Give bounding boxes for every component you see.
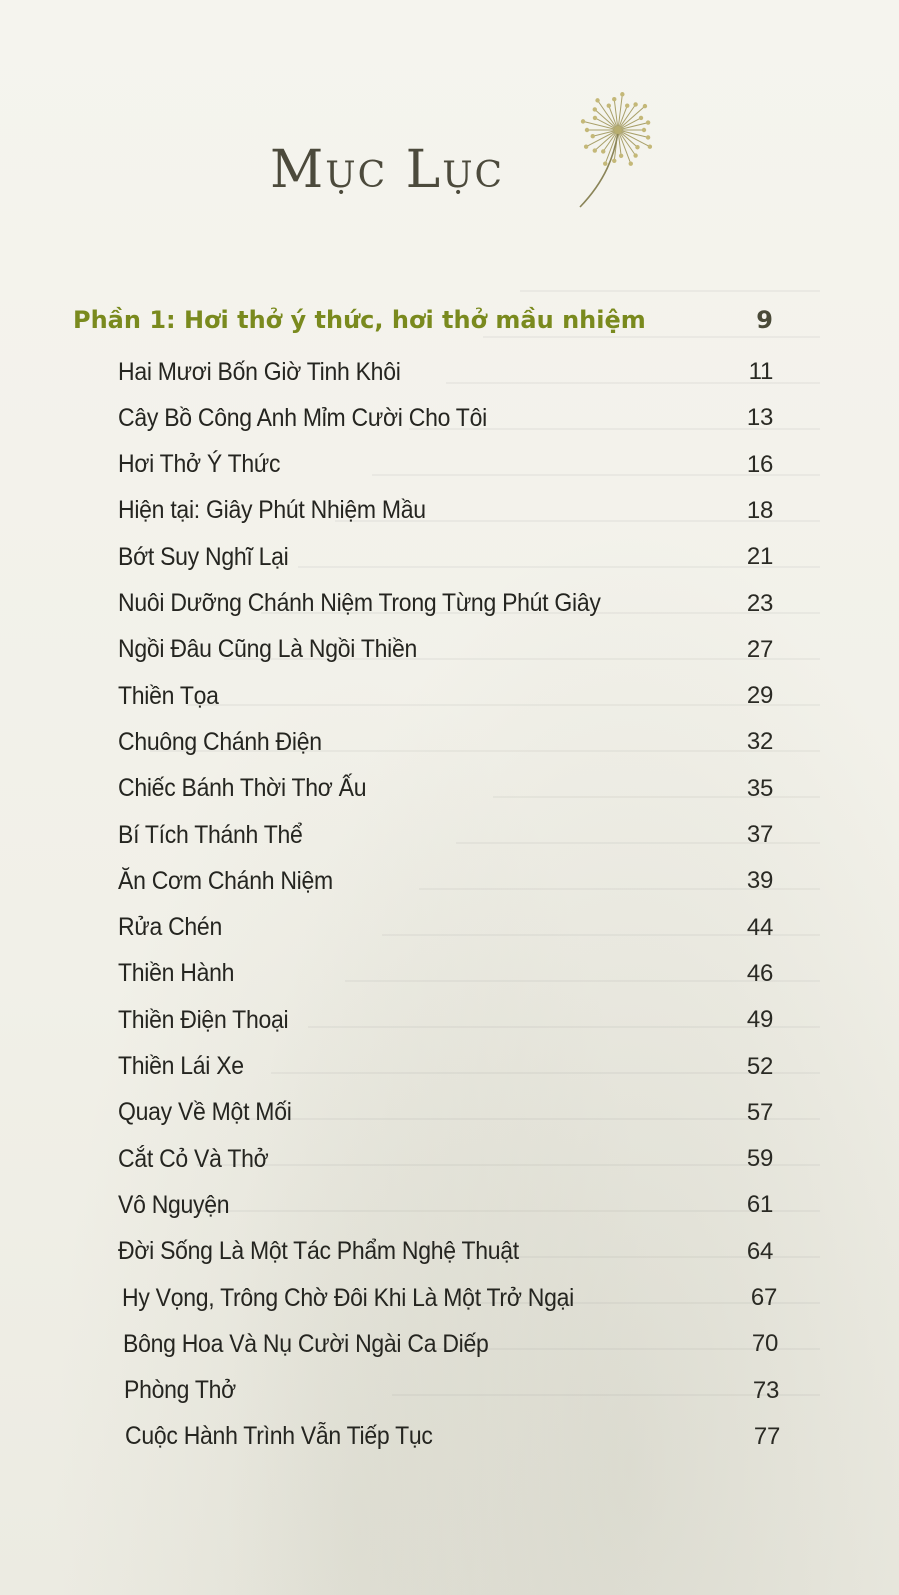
toc-entry-title: Hiện tại: Giây Phút Nhiệm Mầu: [118, 496, 426, 525]
toc-entry-title: Phòng Thở: [124, 1376, 236, 1405]
toc-entry-title: Cây Bồ Công Anh Mỉm Cười Cho Tôi: [118, 403, 487, 432]
toc-entry-title: Bớt Suy Nghĩ Lại: [118, 542, 289, 571]
toc-entry-page: 37: [746, 821, 773, 848]
toc-entry-page: 18: [746, 496, 773, 524]
toc-entry[interactable]: [118, 587, 773, 621]
toc-entry-title: Chiếc Bánh Thời Thơ Ấu: [118, 774, 367, 803]
part-heading-page: 9: [756, 306, 773, 334]
toc-entry-title: Ăn Cơm Chánh Niệm: [118, 866, 333, 895]
toc-entry[interactable]: [118, 818, 773, 852]
toc-entry-page: 27: [746, 635, 773, 663]
toc-entry-title: Hy Vọng, Trông Chờ Đôi Khi Là Một Trở Ngại: [122, 1283, 574, 1312]
toc-entry-page: 67: [750, 1284, 777, 1311]
toc-entry[interactable]: [118, 1096, 773, 1130]
toc-entry-title: Vô Nguyện: [118, 1190, 230, 1219]
toc-entry-page: 59: [746, 1145, 773, 1173]
toc-entry-page: 73: [752, 1376, 779, 1404]
toc-entry-page: 21: [746, 543, 773, 571]
toc-entry-title: Hai Mươi Bốn Giờ Tinh Khôi: [118, 357, 401, 386]
toc-entry-page: 46: [746, 959, 773, 987]
toc-entry-page: 64: [746, 1237, 773, 1265]
toc-entry-title: Thiền Điện Thoại: [118, 1005, 289, 1034]
toc-entry-page: 52: [746, 1052, 773, 1080]
toc-entry-page: 61: [746, 1191, 773, 1219]
toc-entry[interactable]: [118, 401, 773, 435]
toc-entry[interactable]: [124, 1374, 779, 1408]
toc-entry-title: Rửa Chén: [118, 913, 222, 942]
toc-entry[interactable]: [123, 1327, 778, 1361]
toc-entry[interactable]: [118, 540, 773, 574]
page-title: Mục Lục: [270, 140, 505, 200]
toc-entry-title: Thiền Tọa: [118, 681, 219, 710]
toc-entry-page: 77: [753, 1422, 780, 1450]
toc-entry-title: Quay Về Một Mối: [118, 1098, 292, 1127]
toc-entry[interactable]: [122, 1281, 777, 1315]
toc-entry-page: 70: [751, 1330, 778, 1358]
part-heading-label: Phần 1: Hơi thở ý thức, hơi thở mầu nhiệm: [73, 306, 646, 334]
toc-entry-page: 32: [746, 728, 773, 756]
toc-entry[interactable]: [118, 448, 773, 482]
toc-entry[interactable]: [118, 1142, 773, 1176]
toc-entry-title: Cuộc Hành Trình Vẫn Tiếp Tục: [125, 1422, 433, 1451]
toc-entry[interactable]: [118, 679, 773, 713]
toc-entry-page: 44: [746, 913, 773, 941]
toc-entry-page: 23: [746, 589, 773, 617]
part-heading[interactable]: [73, 300, 773, 340]
toc-entry-title: Thiền Hành: [118, 959, 235, 988]
toc-entry-page: 16: [746, 450, 773, 478]
toc-entry[interactable]: [118, 633, 773, 667]
toc-entry-page: 13: [746, 404, 773, 432]
toc-entry[interactable]: [118, 494, 773, 528]
toc-entry-title: Nuôi Dưỡng Chánh Niệm Trong Từng Phút Giây: [118, 589, 601, 617]
toc-entry[interactable]: [118, 1188, 773, 1222]
toc-entry-title: Ngồi Đâu Cũng Là Ngồi Thiền: [118, 635, 417, 664]
toc-entry-title: Chuông Chánh Điện: [118, 727, 322, 756]
toc-entry-page: 49: [746, 1006, 773, 1034]
toc-entry[interactable]: [118, 911, 773, 945]
toc-entry[interactable]: [118, 957, 773, 991]
toc-entry[interactable]: [125, 1420, 780, 1454]
toc-entry-title: Hơi Thở Ý Thức: [118, 450, 281, 479]
toc-entry[interactable]: [118, 1235, 773, 1269]
toc-entry[interactable]: [118, 772, 773, 806]
toc-entry[interactable]: [118, 355, 773, 389]
toc-entry-title: Thiền Lái Xe: [118, 1052, 244, 1080]
toc-entry-page: 11: [748, 358, 773, 385]
toc-entry-title: Bí Tích Thánh Thể: [118, 820, 303, 849]
toc-entry[interactable]: [118, 1003, 773, 1037]
toc-entry-title: Bông Hoa Và Nụ Cười Ngài Ca Diếp: [123, 1329, 489, 1358]
toc-entry-page: 57: [746, 1098, 773, 1126]
toc-entry-page: 35: [746, 774, 773, 802]
toc-entry[interactable]: [118, 725, 773, 759]
toc-entry-title: Cắt Cỏ Và Thở: [118, 1144, 269, 1173]
toc-entry-page: 39: [746, 867, 773, 895]
toc-entry[interactable]: [118, 864, 773, 898]
toc-entry-page: 29: [746, 682, 773, 710]
toc-entry-title: Đời Sống Là Một Tác Phẩm Nghệ Thuật: [118, 1237, 519, 1266]
toc-entry[interactable]: [118, 1050, 773, 1084]
